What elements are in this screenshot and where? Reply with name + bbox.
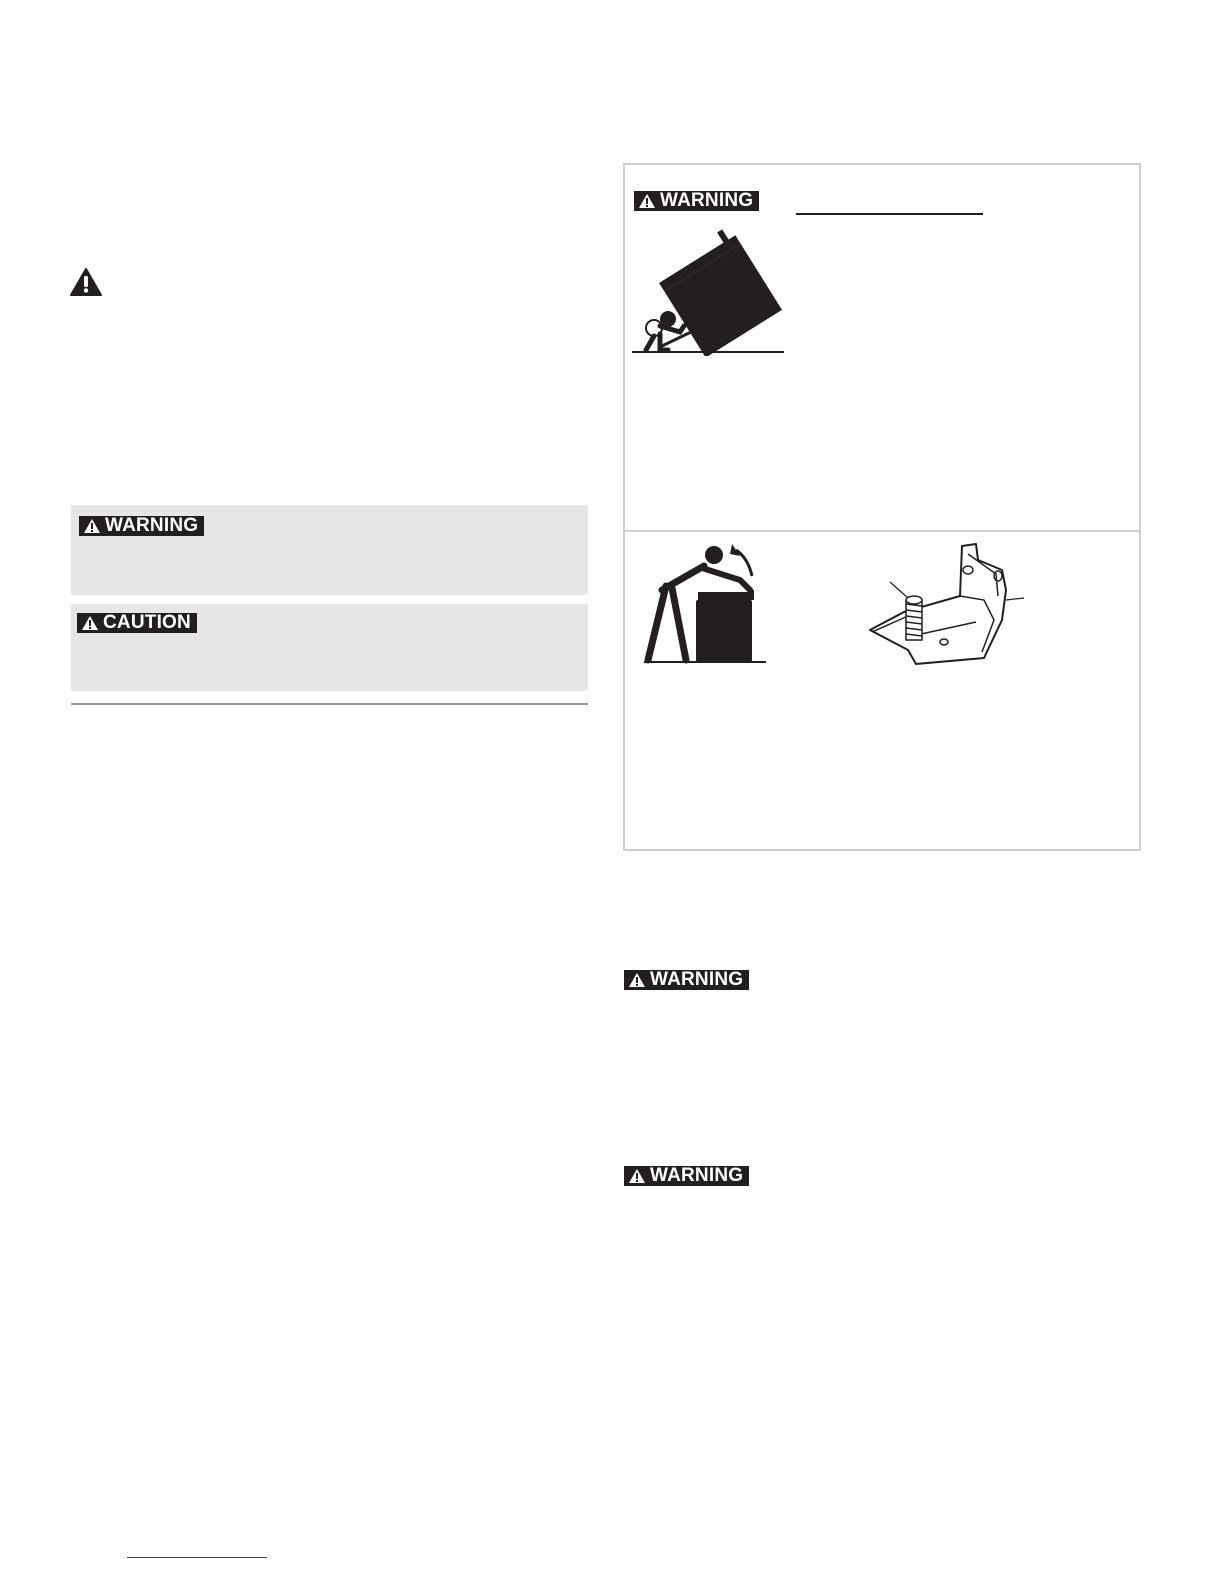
section-divider	[71, 703, 588, 705]
safety-alert-icon	[70, 268, 102, 296]
warning-triangle-icon	[628, 972, 646, 988]
caution-label: CAUTION	[103, 612, 191, 633]
footer-link-underline[interactable]	[127, 1557, 267, 1558]
warning-badge-lower-2	[624, 1166, 749, 1186]
warning-triangle-icon	[81, 615, 99, 631]
warning-label: WARNING	[105, 515, 199, 536]
panel-heading-underline	[796, 213, 983, 215]
push-test-illustration-icon	[640, 540, 768, 666]
panel-divider	[624, 530, 1140, 532]
caution-notice-box	[71, 604, 588, 691]
warning-badge	[79, 516, 204, 536]
anti-tip-bracket-illustration-icon	[864, 540, 1030, 668]
warning-label: WARNING	[650, 1165, 744, 1186]
warning-triangle-icon	[83, 518, 101, 534]
warning-notice-box	[71, 505, 588, 595]
warning-triangle-icon	[628, 1168, 646, 1184]
caution-badge	[77, 613, 197, 633]
warning-label: WARNING	[660, 190, 754, 211]
panel-warning-badge	[634, 191, 759, 211]
warning-label: WARNING	[650, 969, 744, 990]
tip-over-illustration-icon	[632, 222, 784, 356]
warning-badge-lower-1	[624, 970, 749, 990]
warning-triangle-icon	[638, 193, 656, 209]
